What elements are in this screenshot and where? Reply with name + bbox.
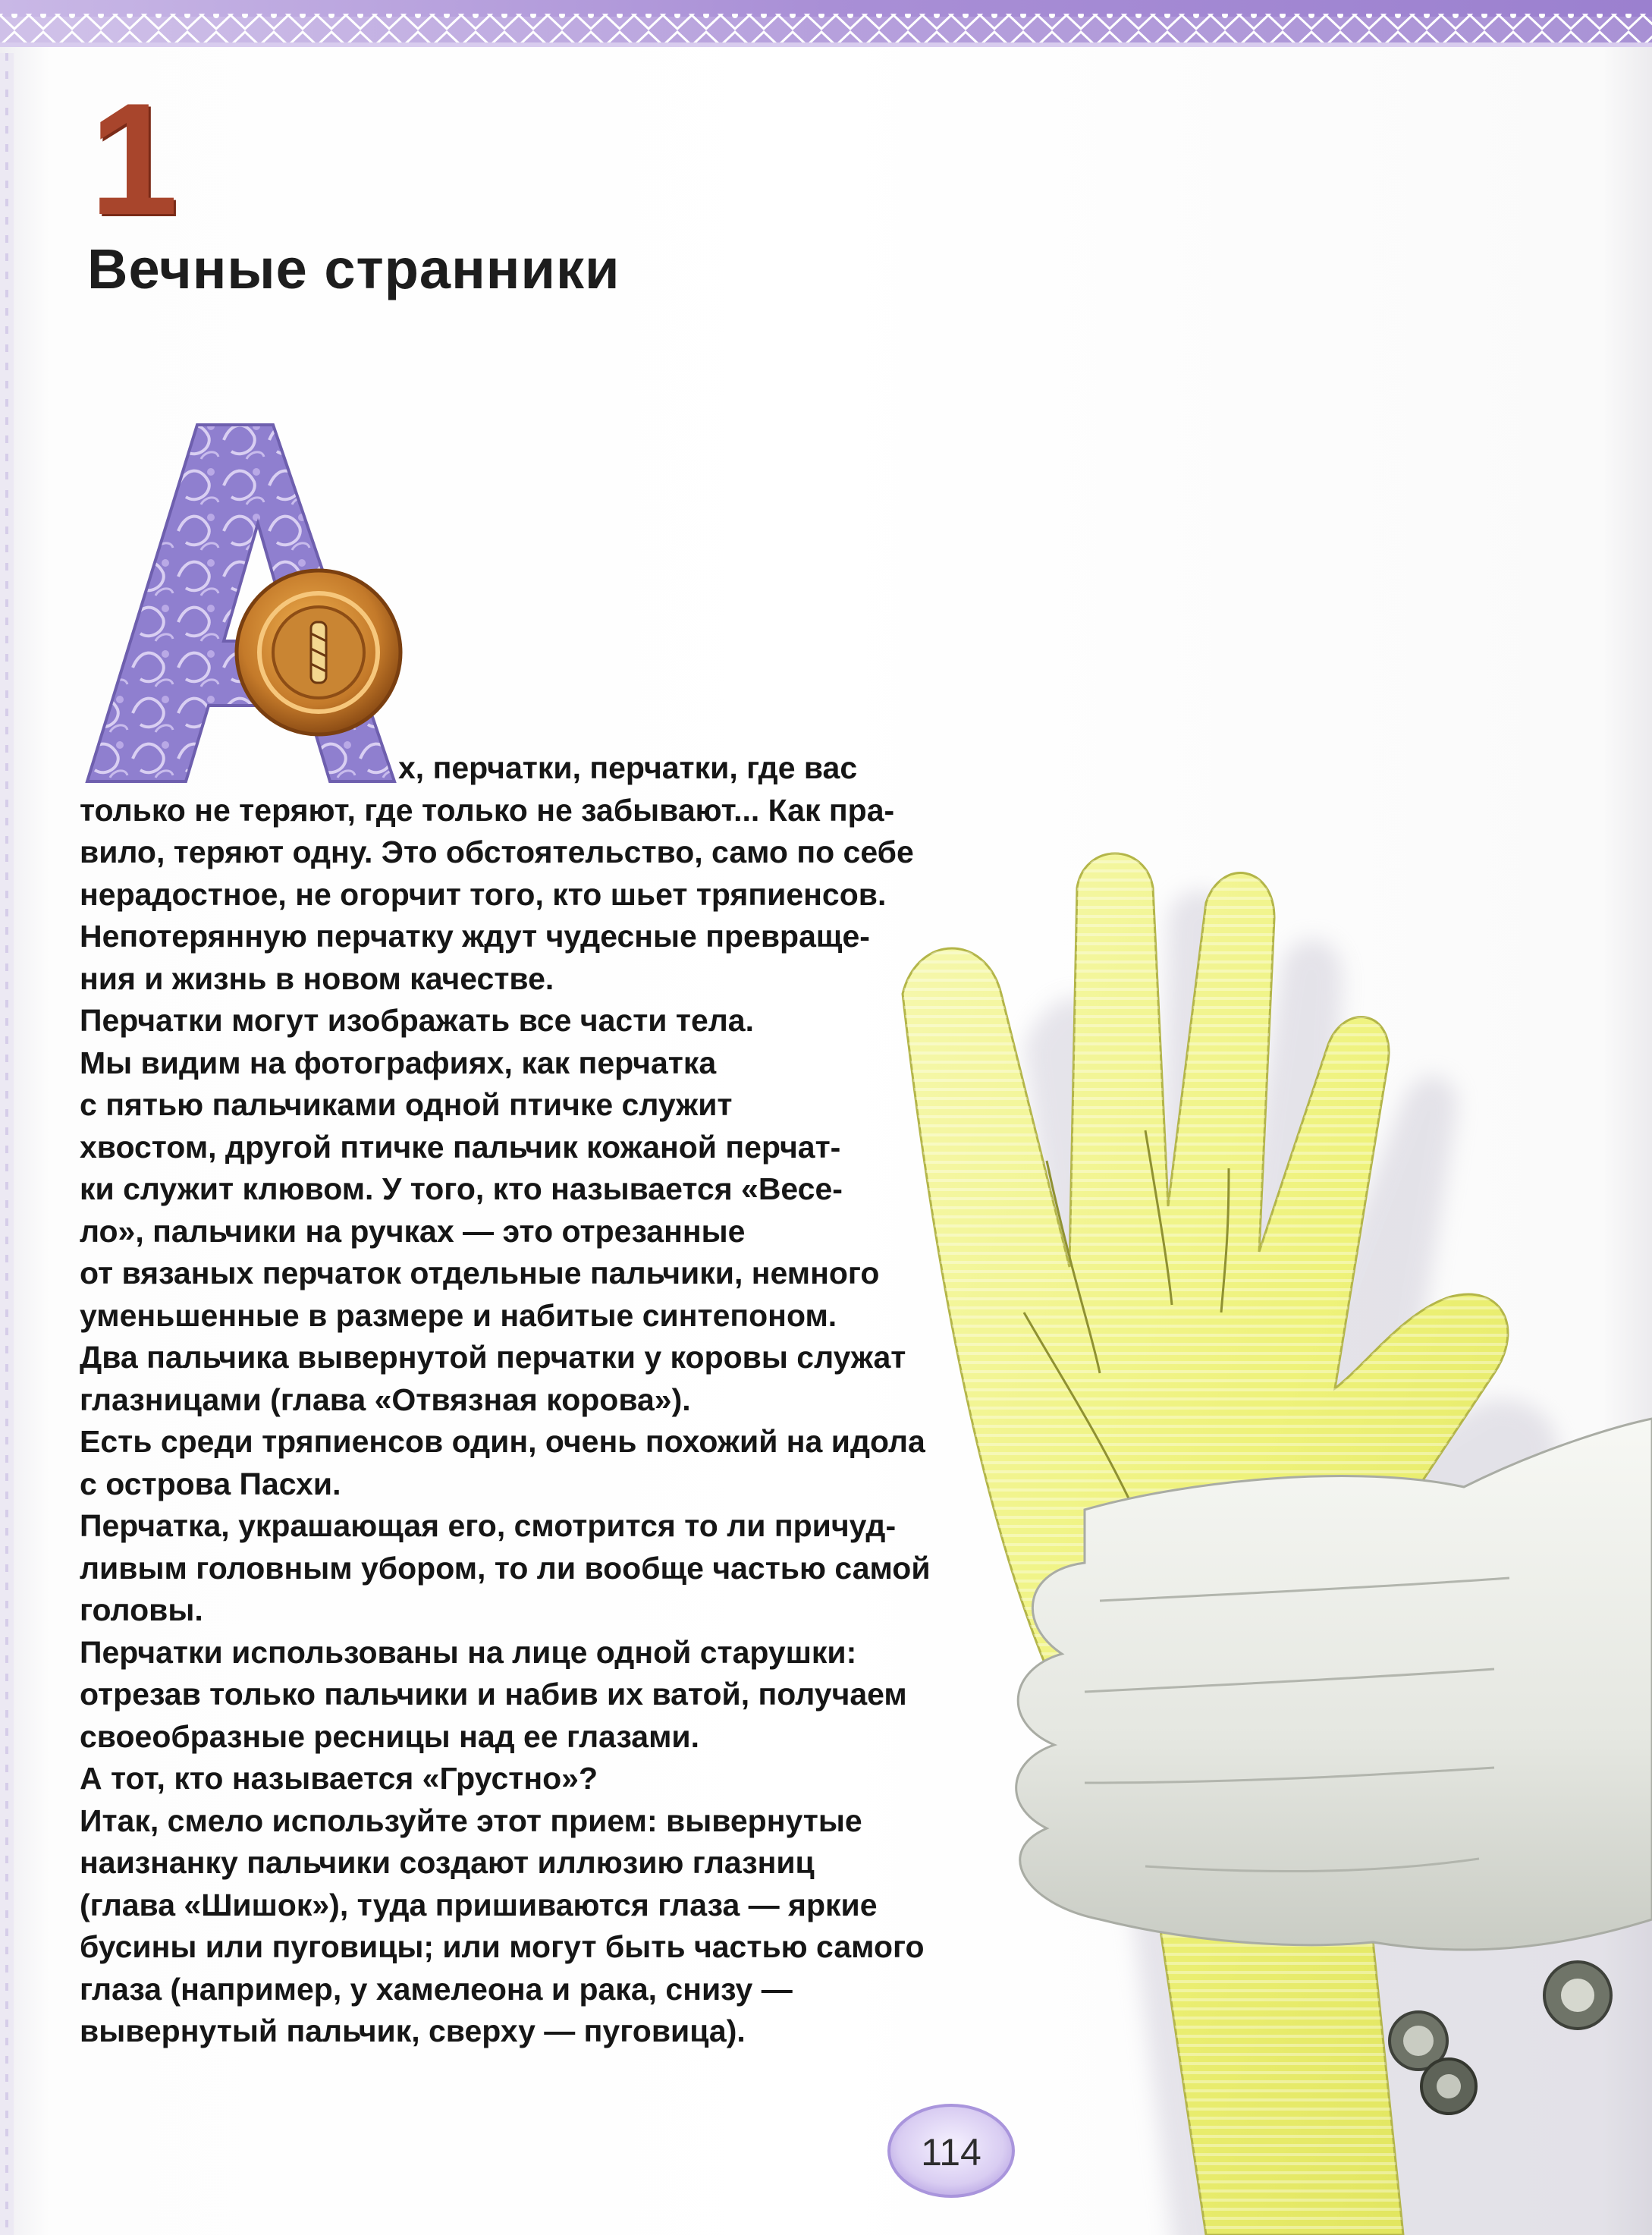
gloves-photo bbox=[872, 842, 1652, 2235]
glove-button-icon bbox=[1544, 1962, 1611, 2029]
text-line: (глава «Шишок»), туда пришиваются глаза — яркие bbox=[80, 1887, 878, 1922]
text-line: глазницами (глава «Отвязная корова»). bbox=[80, 1382, 691, 1417]
glove-button-icon bbox=[1421, 2059, 1476, 2114]
body-text bbox=[80, 747, 929, 2053]
text-line: Перчатки использованы на лице одной старушки: bbox=[80, 1634, 857, 1670]
text-line: ки служит клювом. У того, кто называется «Весе- bbox=[80, 1171, 843, 1206]
text-line: Итак, смело используйте этот прием: вывернутые bbox=[80, 1803, 862, 1838]
dropcap-letter bbox=[83, 417, 432, 789]
text-line: Перчатки могут изображать все части тела. bbox=[80, 1003, 754, 1038]
text-line: бусины или пуговицы; или могут быть частью самого bbox=[80, 1929, 925, 1964]
text-line: головы. bbox=[80, 1592, 203, 1627]
text-line: только не теряют, где только не забывают... Как пра- bbox=[80, 792, 895, 828]
text-line: Мы видим на фотографиях, как перчатка bbox=[80, 1045, 717, 1080]
text-line: х, перчатки, перчатки, где вас bbox=[398, 750, 858, 785]
text-line: хвостом, другой птичке пальчик кожаной перчат- bbox=[80, 1129, 841, 1165]
chapter-title: Вечные странники bbox=[87, 237, 620, 300]
page-number: 114 bbox=[921, 2131, 981, 2174]
text-line: Непотерянную перчатку ждут чудесные превраще- bbox=[80, 919, 870, 954]
text-line: отрезав только пальчики и набив их ватой, получаем bbox=[80, 1677, 907, 1712]
text-line: Два пальчика вывернутой перчатки у коровы служат bbox=[80, 1340, 906, 1375]
text-line: ливым головным убором, то ли вообще частью самой bbox=[80, 1550, 931, 1586]
text-line: А тот, кто называется «Грустно»? bbox=[80, 1761, 598, 1796]
text-line: наизнанку пальчики создают иллюзию глазниц bbox=[80, 1845, 815, 1880]
text-line: Есть среди тряпиенсов один, очень похожий на идола bbox=[80, 1424, 925, 1459]
text-line: от вязаных перчаток отдельные пальчики, немного bbox=[80, 1256, 880, 1290]
text-line: ло», пальчики на ручках — это отрезанные bbox=[80, 1213, 746, 1249]
text-line: нерадостное, не огорчит того, кто шьет тряпиенсов. bbox=[80, 876, 887, 912]
text-line: ния и жизнь в новом качестве. bbox=[80, 960, 554, 996]
text-line: с пятью пальчиками одной птичке служит bbox=[80, 1087, 733, 1122]
text-line: с острова Пасхи. bbox=[80, 1466, 341, 1501]
chapter-number: 1 bbox=[90, 70, 175, 248]
text-line: вило, теряют одну. Это обстоятельство, само по себе bbox=[80, 835, 914, 869]
text-line: глаза (например, у хамелеона и рака, снизу — bbox=[80, 1971, 793, 2007]
text-line: уменьшенные в размере и набитые синтепоном. bbox=[80, 1297, 837, 1333]
decorative-left-edge bbox=[0, 53, 14, 2235]
text-line: своеобразные ресницы над ее глазами. bbox=[80, 1718, 700, 1754]
text-line: вывернутый пальчик, сверху — пуговица). bbox=[80, 2013, 746, 2048]
sewing-button-icon bbox=[237, 571, 400, 734]
decorative-top-band bbox=[0, 0, 1652, 53]
text-line: Перчатка, украшающая его, смотрится то ли причуд- bbox=[80, 1508, 897, 1543]
